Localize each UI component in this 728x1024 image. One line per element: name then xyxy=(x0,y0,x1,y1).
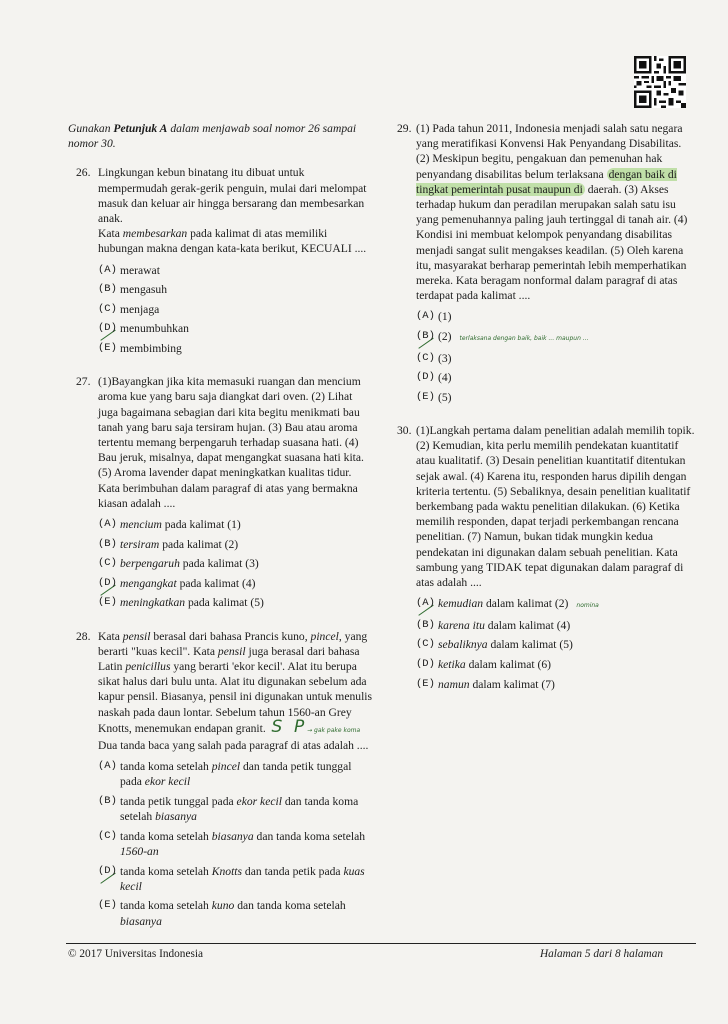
option-letter: (C) xyxy=(98,302,117,315)
option-letter: (B) xyxy=(416,330,435,343)
option-c[interactable] xyxy=(416,351,697,366)
option-text: dan tanda koma setelah xyxy=(120,795,359,824)
option-text: (1) xyxy=(438,310,452,324)
option-d[interactable] xyxy=(98,864,374,894)
option-b[interactable] xyxy=(98,794,374,824)
stem-text: Kata xyxy=(98,629,123,643)
question-28 xyxy=(68,629,374,929)
option-text: tanda koma setelah xyxy=(120,760,212,774)
option-text: (2) xyxy=(438,330,452,344)
instruction-bold: Petunjuk A xyxy=(113,122,168,135)
option-text: dalam kalimat (2) xyxy=(483,597,569,611)
option-letter: (B) xyxy=(416,618,435,631)
highlighted-text: dengan baik di tingkat pemerintah pusat maupun di xyxy=(416,167,677,196)
option-letter: (D) xyxy=(98,864,117,877)
right-column xyxy=(397,121,697,710)
instruction-prefix: Gunakan xyxy=(68,122,114,135)
option-d[interactable] xyxy=(416,370,697,385)
option-word: Knotts xyxy=(211,864,243,878)
option-e[interactable] xyxy=(416,677,697,692)
option-text: dalam kalimat (7) xyxy=(469,677,555,691)
option-c[interactable] xyxy=(98,556,374,571)
option-c[interactable] xyxy=(98,829,374,859)
option-a[interactable] xyxy=(416,309,697,324)
stem-text: berasal dari bahasa Prancis kuno, xyxy=(150,629,311,643)
option-word: biasanya xyxy=(120,914,162,928)
option-text: dan tanda koma setelah xyxy=(253,829,366,843)
option-text: pada kalimat (1) xyxy=(161,518,241,532)
option-e[interactable] xyxy=(98,341,374,356)
stem-question: Dua tanda baca yang salah pada paragraf di atas adalah .... xyxy=(98,739,369,753)
option-word: sebaliknya xyxy=(438,638,488,652)
stem-text: pada kalimat di atas memiliki hubungan makna dengan kata-kata berikut, KECUALI .... xyxy=(98,227,367,256)
question-26 xyxy=(68,165,374,356)
option-letter: (E) xyxy=(98,899,117,912)
option-letter: (E) xyxy=(416,677,435,690)
option-d[interactable] xyxy=(98,576,374,591)
option-d[interactable] xyxy=(416,657,697,672)
option-letter: (D) xyxy=(416,658,435,671)
question-27 xyxy=(68,374,374,610)
option-a[interactable] xyxy=(416,596,697,613)
option-letter: (B) xyxy=(98,283,117,296)
option-letter: (A) xyxy=(416,310,435,323)
option-a[interactable] xyxy=(98,759,374,789)
footer-divider xyxy=(66,943,696,944)
option-letter: (C) xyxy=(416,638,435,651)
option-text: menumbuhkan xyxy=(120,322,189,336)
option-letter: (A) xyxy=(416,597,435,610)
option-text: membimbing xyxy=(120,342,182,355)
question-29 xyxy=(397,121,697,405)
stem-text: juga berasal dari bahasa Latin xyxy=(98,644,360,674)
question-stem xyxy=(98,629,374,754)
option-word: biasanya xyxy=(211,829,254,843)
option-letter: (A) xyxy=(98,518,117,531)
option-text: menjaga xyxy=(120,302,160,316)
option-word: pincel xyxy=(211,760,241,774)
option-word: tersiram xyxy=(120,537,160,551)
option-letter: (C) xyxy=(98,829,117,842)
stem-word: penicillus xyxy=(125,660,171,674)
option-text: dan tanda petik pada xyxy=(242,864,344,878)
option-word: kemudian xyxy=(438,597,484,611)
option-word: kuno xyxy=(211,899,235,913)
option-word: namun xyxy=(438,677,470,691)
option-word: kuas kecil xyxy=(120,864,365,893)
handwriting-p: P xyxy=(293,716,305,737)
answer-options xyxy=(98,517,374,611)
question-stem: (1)Bayangkan jika kita memasuki ruangan dan mencium aroma kue yang baru saja diangkat dari oven. (2) Lihat juga bagaimana sebagian dari kita begitu menikmati bau tanah yang baru saja tersiram hujan. (3) Bau atau aroma tertentu memang berpengaruh terhadap suasana hati. (4) Bau jeruk, misalnya, dapat mengangkat suasana hati kita. (5) Aroma lavender dapat meningkatkan kualitas tidur. Kata berimbuhan dalam paragraf di atas yang bermakna kiasan adalah .... xyxy=(98,375,364,510)
left-column xyxy=(68,121,374,947)
option-word: biasanya xyxy=(155,810,197,824)
option-b[interactable] xyxy=(98,537,374,552)
option-e[interactable] xyxy=(416,390,697,405)
question-stem xyxy=(416,121,697,303)
option-text: pada kalimat (2) xyxy=(159,537,239,551)
option-e[interactable] xyxy=(98,595,374,610)
option-word: berpengaruh xyxy=(120,557,180,571)
option-text: dalam kalimat (5) xyxy=(487,638,573,652)
option-letter: (A) xyxy=(98,760,117,773)
stem-question xyxy=(98,226,374,256)
option-word: 1560-an xyxy=(120,845,159,859)
option-c[interactable] xyxy=(98,302,374,317)
stem-sentence: Lingkungan kebun binatang itu dibuat untuk mempermudah gerak-gerik penguin, mulai dari melompat masuk dan keluar air hingga bersarang dan membesarkan anak. xyxy=(98,166,367,226)
handwriting-s: S xyxy=(271,716,283,737)
qr-code-icon xyxy=(634,56,686,108)
option-c[interactable] xyxy=(416,637,697,652)
answer-options xyxy=(98,263,374,357)
option-text: (3) xyxy=(438,351,452,365)
answer-options xyxy=(98,759,374,929)
option-word: ekor kecil xyxy=(236,795,282,809)
option-b[interactable] xyxy=(416,618,697,633)
stem-word: pensil xyxy=(122,629,151,643)
option-letter: (E) xyxy=(98,342,117,354)
option-d[interactable] xyxy=(98,321,374,336)
option-text: mengasuh xyxy=(120,283,168,297)
stem-word: pincel xyxy=(310,629,339,643)
question-number: 27. xyxy=(76,375,91,389)
option-letter: (B) xyxy=(98,795,117,808)
option-letter: (E) xyxy=(98,596,117,609)
option-letter: (D) xyxy=(98,322,117,335)
option-word: karena itu xyxy=(438,618,485,632)
option-text: pada kalimat (3) xyxy=(179,557,259,571)
option-word: mencium xyxy=(120,518,162,532)
option-text: dan tanda petik tunggal pada xyxy=(120,760,352,789)
option-b[interactable] xyxy=(98,282,374,297)
question-30 xyxy=(397,423,697,692)
stem-text: , yang berarti "kuas kecil". Kata xyxy=(98,629,368,658)
option-text: tanda koma setelah xyxy=(120,829,212,843)
footer-copyright: © 2017 Universitas Indonesia xyxy=(68,948,204,960)
option-letter: (B) xyxy=(98,537,117,550)
option-text: (5) xyxy=(438,390,452,404)
answer-options xyxy=(416,309,697,405)
option-letter: (A) xyxy=(98,263,117,276)
option-a[interactable] xyxy=(98,263,374,278)
stem-key-word: membesarkan xyxy=(122,227,188,241)
question-stem: (1)Langkah pertama dalam penelitian adalah memilih topik. (2) Kemudian, kita perlu memilih pendekatan kuantitatif atau kualitatif. (3) Desain penelitian kuantitatif ditentukan sejak awal. (4) Karena itu, responden harus dipilih dengan kriteria tertentu. (5) Sebaliknya, desain penelitian kualitatif berkembang pada waktu penelitian dilakukan. (6) Ketika memilih responden, dapat terjadi perkembangan rencana penelitian. (7) Namun, bukan tidak mungkin kedua pendekatan ini digunakan dalam sebuah penelitian. Kata sambung yang TIDAK tepat digunakan dalam paragraf di atas adalah .... xyxy=(416,424,695,590)
option-text: (4) xyxy=(438,371,452,385)
option-word: meningkatkan xyxy=(120,596,186,610)
instruction-suffix: dalam menjawab soal nomor 26 sampai nomor 30. xyxy=(68,122,357,151)
option-letter: (C) xyxy=(98,557,117,570)
option-letter: (D) xyxy=(98,576,117,589)
question-number: 29. xyxy=(397,122,412,135)
question-number: 28. xyxy=(76,629,91,643)
handwriting-note: terlaksana dengan baik, baik ... maupun ... xyxy=(459,335,589,343)
stem-text: daerah. (3) Akses terhadap hukum dan peradilan merupakan salah satu isu yang pemenuhannya paling jauh tertinggal di tanah air. (4) Kondisi ini membuat kelompok penyandang disabilitas menjadi sangat sulit mengakses keadilan. (5) Oleh karena itu, masyarakat berharap pemerintah lebih memperhatikan mereka. Kata beragam nonformal dalam paragraf di atas terdapat pada kalimat .... xyxy=(416,182,688,303)
option-text: dan tanda koma setelah xyxy=(234,899,346,913)
option-text: dalam kalimat (6) xyxy=(465,658,551,672)
option-e[interactable] xyxy=(98,898,374,928)
option-b[interactable] xyxy=(416,329,697,346)
option-letter: (C) xyxy=(416,351,435,364)
option-letter: (E) xyxy=(416,390,435,403)
option-word: ekor kecil xyxy=(144,775,191,789)
option-text: tanda petik tunggal pada xyxy=(120,795,237,809)
stem-text: (1) Pada tahun 2011, Indonesia menjadi salah satu negara yang meratifikasi Konvensi Hak Penyandang Disabilitas. (2) Meskipun begitu, pengakuan dan pemenuhan hak penyandang disabilitas belum terlaksana xyxy=(416,122,683,181)
footer-page-number: Halaman 5 dari 8 halaman xyxy=(540,948,664,960)
handwriting-note: nomina xyxy=(576,602,599,610)
stem-text: yang berarti 'ekor kecil'. Alat itu berupa sikat halus dari bulu unta. Alat itu digunakan sebelum ada kapur pensil. Biasanya, pensil ini digunakan untuk menulis naskah pada daun lontar. Sebelum tahun 1560-an Grey Knotts, menemukan endapan granit. xyxy=(98,660,373,735)
option-a[interactable] xyxy=(98,517,374,532)
question-number: 26. xyxy=(76,166,91,180)
option-text: pada kalimat (5) xyxy=(185,596,264,610)
option-text: tanda koma setelah xyxy=(120,864,212,878)
option-text: pada kalimat (4) xyxy=(176,576,256,590)
option-word: ketika xyxy=(438,658,466,672)
stem-text: Kata xyxy=(98,227,123,241)
option-text: merawat xyxy=(120,263,160,277)
option-word: mengangkat xyxy=(120,576,177,590)
option-letter: (D) xyxy=(416,371,435,384)
instruction xyxy=(68,121,374,151)
option-text: tanda koma setelah xyxy=(120,899,212,913)
handwriting-note: → gak pake koma xyxy=(307,726,361,734)
question-stem xyxy=(98,165,374,256)
answer-options xyxy=(416,596,697,692)
question-number: 30. xyxy=(397,424,412,438)
option-text: dalam kalimat (4) xyxy=(484,618,571,632)
stem-word: pensil xyxy=(217,644,246,658)
